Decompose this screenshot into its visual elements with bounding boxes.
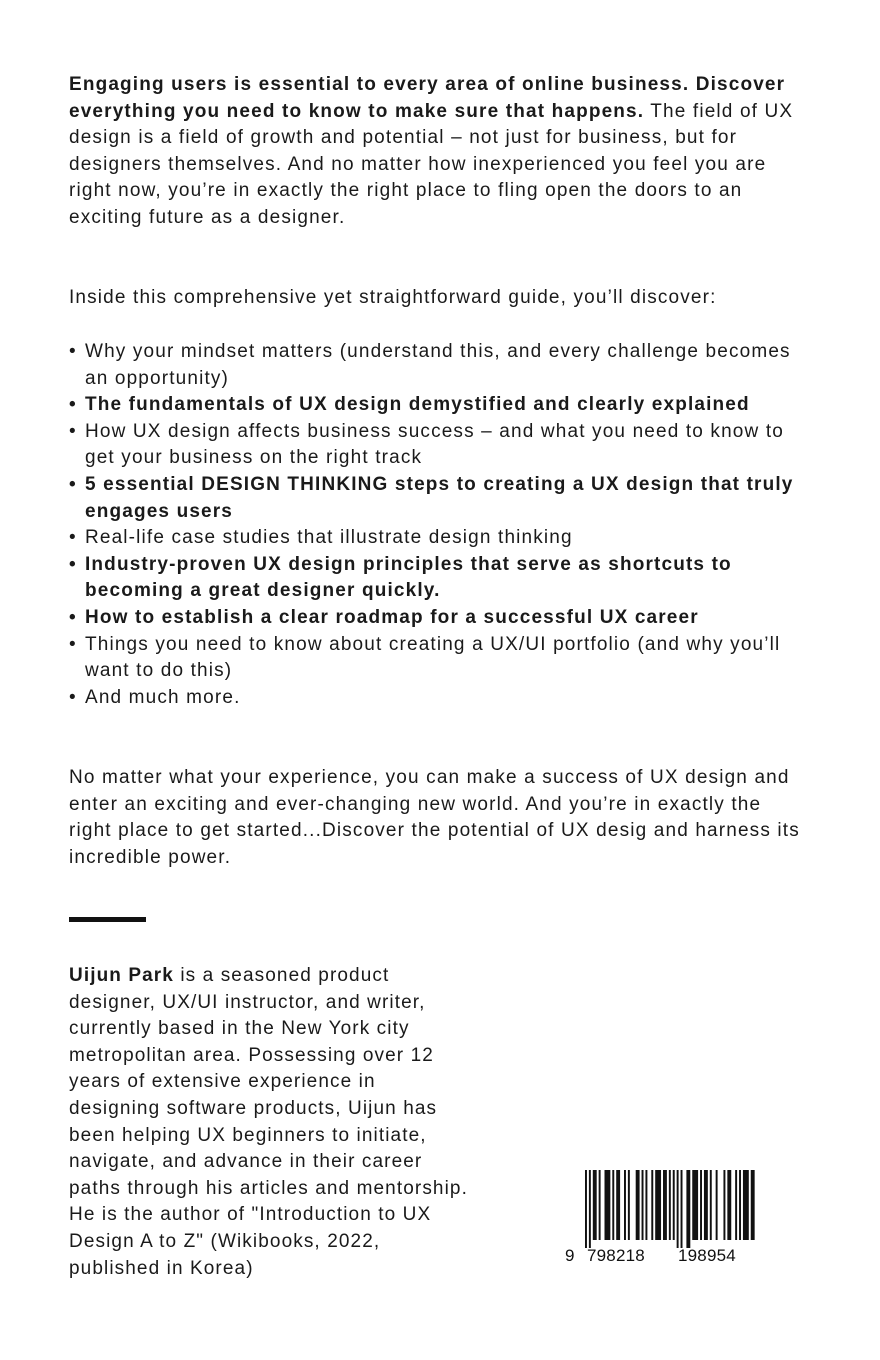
feature-bullet-text: 5 essential DESIGN THINKING steps to creating a UX design that truly engages users (85, 473, 794, 522)
barcode-bar (704, 1170, 708, 1240)
feature-bullet-item (69, 472, 809, 525)
isbn-barcode (565, 1170, 755, 1270)
barcode-bar (692, 1170, 698, 1240)
barcode-right-digits: 198954 (678, 1246, 736, 1265)
barcode-bar (686, 1170, 690, 1248)
bullet-dot-icon: • (69, 633, 77, 655)
barcode-bar (605, 1170, 611, 1240)
barcode-bar (669, 1170, 671, 1240)
bullet-dot-icon: • (69, 341, 77, 362)
barcode-bar (585, 1170, 587, 1248)
barcode-bar (655, 1170, 661, 1240)
feature-bullet-text: Why your mindset matters (understand this, and every challenge becomes an opportunity) (85, 341, 791, 389)
feature-bullet-item (69, 685, 809, 712)
barcode-bar (642, 1170, 644, 1240)
feature-bullet-text: How to establish a clear roadmap for a successful UX career (85, 606, 699, 628)
barcode-bar (716, 1170, 718, 1240)
barcode-bar (651, 1170, 653, 1240)
bullet-dot-icon: • (69, 394, 77, 416)
barcode-bar (589, 1170, 591, 1248)
barcode-bar (673, 1170, 675, 1240)
feature-bullet-text: Real-life case studies that illustrate design thinking (85, 527, 573, 549)
outro-paragraph: No matter what your experience, you can make a success of UX design and enter an exciting and ever-changing new world. And you’re in exactly the right place to get started...Discover the potential of UX desig and harness its incredible power. (69, 767, 800, 868)
barcode-bar (751, 1170, 755, 1240)
feature-bullet-text: How UX design affects business success – and what you need to know to get your business on the right track (85, 420, 784, 469)
barcode-bar (636, 1170, 640, 1240)
barcode-bar (645, 1170, 647, 1240)
barcode-bar (727, 1170, 731, 1240)
feature-bullet-item (69, 552, 809, 605)
feature-bullet-item (69, 632, 809, 685)
bullet-dot-icon: • (69, 473, 77, 495)
author-bio-text: is a seasoned product designer, UX/UI instructor, and writer, currently based in the New York city metropolitan area. Possessing over 12 years of extensive experience in designing software products, Uijun has been helping UX beginners to initiate, navigate, and advance in their career paths through his articles and mentorship. He is the author of "Introduction to UX Design A to Z" (Wikibooks, 2022, published in Korea) (69, 965, 468, 1279)
inside-guide-line: Inside this comprehensive yet straightforward guide, you’ll discover: (69, 287, 717, 308)
bullet-dot-icon: • (69, 527, 77, 549)
barcode-bar (624, 1170, 626, 1240)
section-divider (69, 917, 146, 922)
feature-bullet-text: Things you need to know about creating a UX/UI portfolio (and why you’ll want to do this) (85, 633, 781, 682)
barcode-bar (599, 1170, 601, 1240)
barcode-bar (735, 1170, 737, 1240)
feature-bullet-list (69, 339, 809, 711)
bullet-dot-icon: • (69, 606, 77, 628)
barcode-first-digit: 9 (565, 1246, 575, 1265)
feature-bullet-text: And much more. (85, 686, 241, 708)
intro-bold-lead: Engaging users is essential to every area of online business. Discover everything you need to know to make sure that happens. (69, 74, 786, 122)
barcode-bar (723, 1170, 725, 1240)
intro-paragraph (69, 72, 809, 232)
author-bio (69, 963, 469, 1282)
barcode-bar (616, 1170, 620, 1240)
feature-bullet-item (69, 419, 809, 472)
barcode-bar (700, 1170, 702, 1240)
feature-bullet-item (69, 392, 809, 419)
barcode-bar (743, 1170, 749, 1240)
barcode-bar (677, 1170, 679, 1248)
barcode-bar (628, 1170, 630, 1240)
barcode-bar (710, 1170, 712, 1240)
bullet-dot-icon: • (69, 553, 77, 575)
barcode-bar (593, 1170, 597, 1240)
intro-body: The field of UX design is a field of growth and potential – not just for business, but for designers themselves. And no matter how inexperienced you feel you are right now, you’re in exactly the right place to fling open the doors to an exciting future as a designer. (69, 100, 794, 228)
barcode-left-digits: 798218 (587, 1246, 645, 1265)
barcode-bar (663, 1170, 667, 1240)
feature-bullet-item (69, 339, 809, 392)
barcode-bar (612, 1170, 614, 1240)
feature-bullet-item (69, 605, 809, 632)
barcode-bars (565, 1170, 755, 1250)
barcode-bar (739, 1170, 741, 1240)
barcode-bar (681, 1170, 683, 1248)
feature-bullet-item (69, 525, 809, 552)
author-name: Uijun Park (69, 965, 174, 986)
feature-bullet-text: Industry-proven UX design principles that serve as shortcuts to becoming a great designer quickly. (85, 553, 732, 602)
feature-bullet-text: The fundamentals of UX design demystified and clearly explained (85, 394, 750, 416)
bullet-dot-icon: • (69, 686, 77, 708)
bullet-dot-icon: • (69, 420, 77, 442)
